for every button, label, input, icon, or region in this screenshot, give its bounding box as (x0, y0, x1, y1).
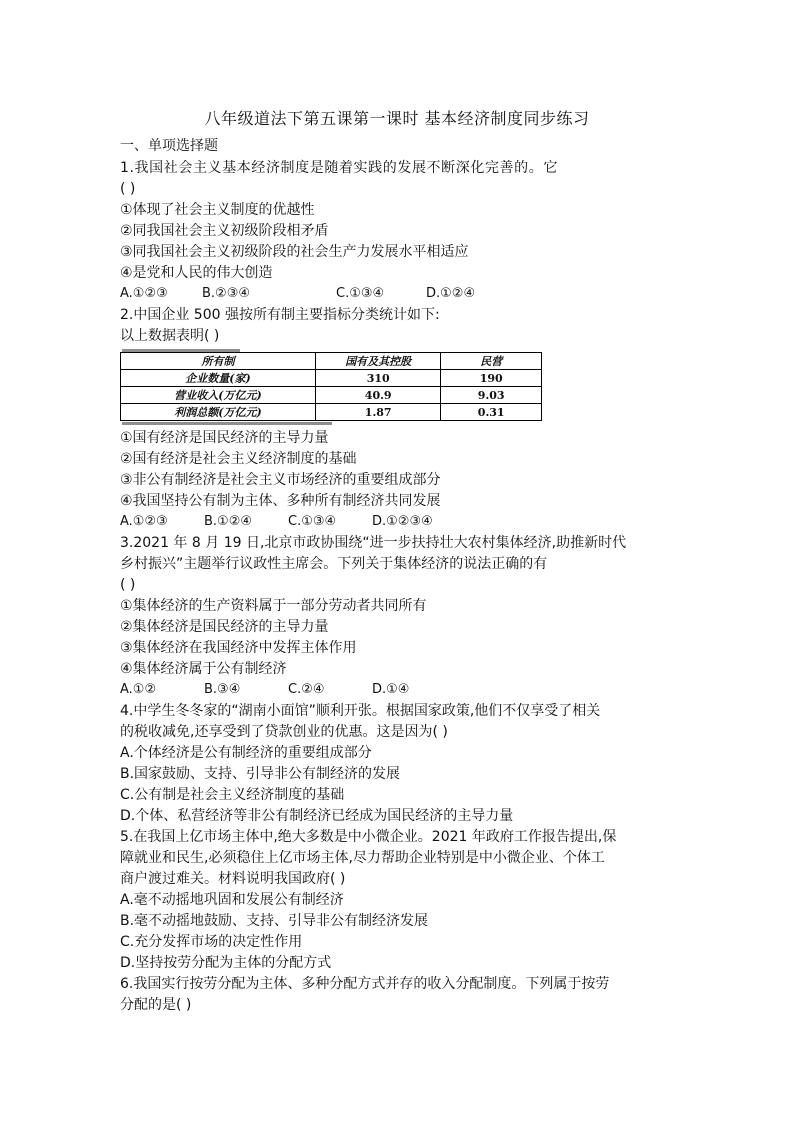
q4-choice-a[interactable]: A.个体经济是公有制经济的重要组成部分 (120, 745, 372, 761)
q2-item: ②国有经济是社会主义经济制度的基础 (120, 451, 357, 467)
q5-stem: 商户渡过难关。材料说明我国政府( ) (120, 871, 346, 887)
q3-blank: ( ) (120, 577, 136, 593)
section-heading: 一、单项选择题 (120, 138, 218, 154)
table-row (121, 370, 542, 387)
table-row (121, 387, 542, 404)
table-header: 国有及其控股 (315, 353, 440, 370)
q5-stem: 5.在我国上亿市场主体中,绝大多数是中小微企业。2021 年政府工作报告提出,保 (120, 829, 617, 845)
table-cell: 1.87 (315, 404, 440, 421)
table-header: 所有制 (121, 353, 316, 370)
q1-options (120, 284, 475, 304)
q5-stem: 障就业和民生,必须稳住上亿市场主体,尽力帮助企业特别是中小微企业、个体工 (120, 850, 605, 866)
table-cell: 企业数量(家) (121, 370, 316, 387)
option-c[interactable]: C.①③④ (288, 514, 337, 529)
q2-item: ③非公有制经济是社会主义市场经济的重要组成部分 (120, 472, 441, 488)
table-cell: 310 (315, 370, 440, 387)
q6-stem: 6.我国实行按劳分配为主体、多种分配方式并存的收入分配制度。下列属于按劳 (120, 976, 610, 992)
table-cell: 利润总额(万亿元) (121, 404, 316, 421)
q5-choice-c[interactable]: C.充分发挥市场的决定性作用 (120, 934, 303, 950)
q5-choice-d[interactable]: D.坚持按劳分配为主体的分配方式 (120, 955, 332, 971)
option-b[interactable]: B.③④ (204, 682, 241, 697)
q1-blank: ( ) (120, 181, 136, 197)
q2-item: ①国有经济是国民经济的主导力量 (120, 430, 329, 446)
q4-choice-b[interactable]: B.国家鼓励、支持、引导非公有制经济的发展 (120, 766, 401, 782)
q5-choice-a[interactable]: A.毫不动摇地巩固和发展公有制经济 (120, 892, 344, 908)
option-d[interactable]: D.①④ (372, 682, 410, 697)
q4-choice-c[interactable]: C.公有制是社会主义经济制度的基础 (120, 787, 345, 803)
q3-stem: 乡村振兴”主题举行议政性主席会。下列关于集体经济的说法正确的有 (120, 556, 548, 572)
table-cell: 营业收入(万亿元) (121, 387, 316, 404)
q1-stem: 1.我国社会主义基本经济制度是随着实践的发展不断深化完善的。它 (120, 160, 558, 176)
q3-item: ③集体经济在我国经济中发挥主体作用 (120, 640, 357, 656)
q3-stem: 3.2021 年 8 月 19 日,北京市政协围绕“进一步扶持壮大农村集体经济,助推新时代 (120, 535, 627, 551)
q4-choice-d[interactable]: D.个体、私营经济等非公有制经济已经成为国民经济的主导力量 (120, 808, 514, 824)
option-c[interactable]: C.②④ (288, 682, 325, 697)
option-b[interactable]: B.②③④ (202, 286, 251, 301)
ownership-stats-table (120, 352, 542, 421)
q1-item: ④是党和人民的伟大创造 (120, 265, 273, 281)
option-c[interactable]: C.①③④ (336, 286, 385, 301)
table-cell: 9.03 (441, 387, 542, 404)
page-title: 八年级道法下第五课第一课时 基本经济制度同步练习 (204, 109, 590, 128)
option-b[interactable]: B.①②④ (204, 514, 253, 529)
option-d[interactable]: D.①②④ (426, 286, 476, 301)
q1-item: ①体现了社会主义制度的优越性 (120, 202, 315, 218)
q2-item: ④我国坚持公有制为主体、多种所有制经济共同发展 (120, 493, 441, 509)
q3-options (120, 680, 409, 700)
q5-choice-b[interactable]: B.毫不动摇地鼓励、支持、引导非公有制经济发展 (120, 913, 429, 929)
table-cell: 190 (441, 370, 542, 387)
q4-stem: 4.中学生冬冬家的“湖南小面馆”顺利开张。根据国家政策,他们不仅享受了相关 (120, 703, 601, 719)
table-header-row (121, 353, 542, 370)
q3-item: ④集体经济属于公有制经济 (120, 661, 287, 677)
table-cell: 0.31 (441, 404, 542, 421)
table-cell: 40.9 (315, 387, 440, 404)
option-a[interactable]: A.①②③ (120, 514, 168, 529)
q4-stem: 的税收减免,还享受到了贷款创业的优惠。这是因为( ) (120, 724, 448, 740)
q1-item: ②同我国社会主义初级阶段相矛盾 (120, 223, 329, 239)
option-d[interactable]: D.①②③④ (372, 514, 433, 529)
q3-item: ②集体经济是国民经济的主导力量 (120, 619, 329, 635)
q2-prompt: 以上数据表明( ) (120, 328, 220, 344)
q2-options (120, 512, 433, 532)
q1-item: ③同我国社会主义初级阶段的社会生产力发展水平相适应 (120, 244, 469, 260)
option-a[interactable]: A.①② (120, 682, 157, 697)
q3-item: ①集体经济的生产资料属于一部分劳动者共同所有 (120, 598, 427, 614)
q2-stem: 2.中国企业 500 强按所有制主要指标分类统计如下: (120, 307, 440, 323)
table-header: 民营 (441, 353, 542, 370)
q6-stem: 分配的是( ) (120, 997, 192, 1013)
scan-artifact (122, 422, 332, 425)
table-row (121, 404, 542, 421)
option-a[interactable]: A.①②③ (120, 286, 168, 301)
